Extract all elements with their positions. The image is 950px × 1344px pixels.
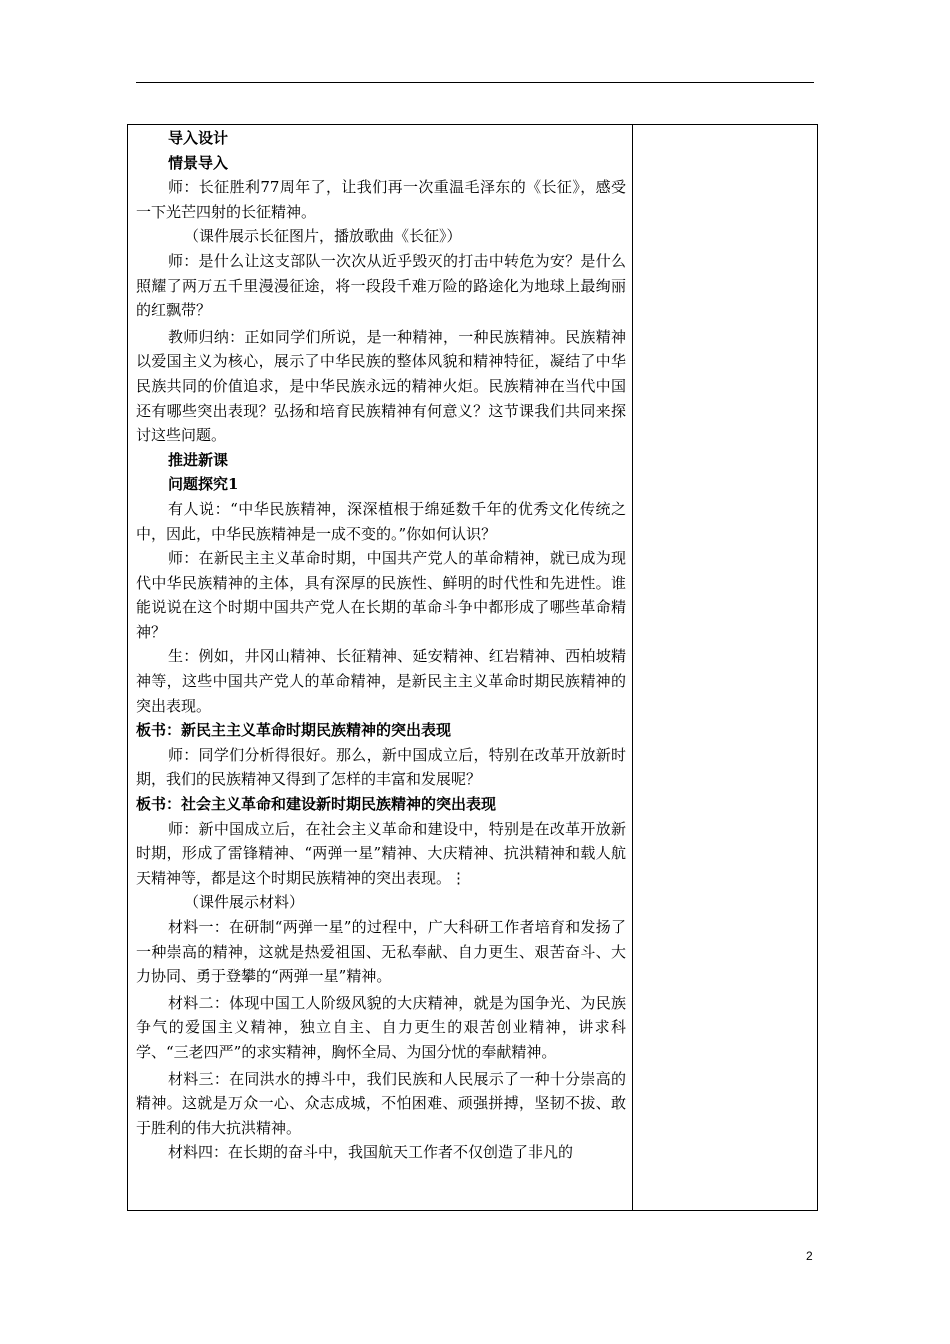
body-paragraph: 生：例如，井冈山精神、长征精神、延安精神、红岩精神、西柏坡精神等，这些中国共产党人的革命精神，是新民主主义革命时期民族精神的突出表现。 <box>136 647 626 715</box>
body-paragraph: 有人说：“中华民族精神，深深植根于绵延数千年的优秀文化传统之中，因此，中华民族精神是一成不变的。”你如何认识？ <box>136 499 626 543</box>
material-paragraph: 材料二：体现中国工人阶级风貌的大庆精神，就是为国争光、为民族争气的爱国主义精神，独立自主、自力更生的艰苦创业精神，讲求科学、“三老四严”的求实精神，胸怀全局、为国分忧的奉献精神。 <box>136 993 626 1061</box>
body-paragraph: 师：长征胜利77周年了，让我们再一次重温毛泽东的《长征》，感受一下光芒四射的长征精神。 <box>136 178 626 221</box>
section-heading: 导入设计 <box>168 129 229 147</box>
section-heading: 推进新课 <box>168 450 229 469</box>
section-heading: 问题探究1 <box>168 475 239 494</box>
material-paragraph: 材料一：在研制“两弹一星”的过程中，广大科研工作者培育和发扬了一种崇高的精神，这就是热爱祖国、无私奉献、自力更生、艰苦奋斗、大力协同、勇于登攀的“两弹一星”精神。 <box>136 918 626 986</box>
material-paragraph: 材料四：在长期的奋斗中，我国航天工作者不仅创造了非凡的 <box>168 1143 574 1162</box>
blackboard-note: 板书：新民主主义革命时期民族精神的突出表现 <box>136 721 452 740</box>
body-paragraph: 师：是什么让这支部队一次次从近乎毁灭的打击中转危为安？是什么照耀了两万五千里漫漫征途，将一段段千难万险的路途化为地球上最绚丽的红飘带？ <box>136 251 626 320</box>
courseware-note: （课件展示长征图片，播放歌曲《长征》） <box>184 227 462 246</box>
lesson-content-column <box>136 126 626 1165</box>
body-paragraph: 教师归纳：正如同学们所说，是一种精神，一种民族精神。民族精神以爱国主义为核心，展示了中华民族的整体风貌和精神特征，凝结了中华民族共同的价值追求，是中华民族永远的精神火炬。民族精神在当代中国还有哪些突出表现？弘扬和培育民族精神有何意义？这节课我们共同来探讨这些问题。 <box>136 327 626 445</box>
header-rule <box>136 82 814 83</box>
body-paragraph: 师：同学们分析得很好。那么，新中国成立后，特别在改革开放新时期，我们的民族精神又得到了怎样的丰富和发展呢？ <box>136 745 626 789</box>
blackboard-note: 板书：社会主义革命和建设新时期民族精神的突出表现 <box>136 795 497 814</box>
body-paragraph: 师：在新民主主义革命时期，中国共产党人的革命精神，就已成为现代中华民族精神的主体，具有深厚的民族性、鲜明的时代性和先进性。谁能说说在这个时期中国共产党人在长期的革命斗争中都形成了哪些革命精神？ <box>136 549 626 641</box>
material-paragraph: 材料三：在同洪水的搏斗中，我们民族和人民展示了一种十分崇高的精神。这就是万众一心、众志成城，不怕困难、顽强拼搏，坚韧不拔、敢于胜利的伟大抗洪精神。 <box>136 1069 626 1137</box>
table-column-divider <box>632 124 633 1211</box>
page-number: 2 <box>806 1249 813 1263</box>
section-heading: 情景导入 <box>168 153 229 172</box>
courseware-note: （课件展示材料） <box>184 893 305 912</box>
body-paragraph: 师：新中国成立后，在社会主义革命和建设中，特别是在改革开放新时期，形成了雷锋精神、“两弹一星”精神、大庆精神、抗洪精神和载人航天精神等，都是这个时期民族精神的突出表现。⋮ <box>136 819 626 887</box>
